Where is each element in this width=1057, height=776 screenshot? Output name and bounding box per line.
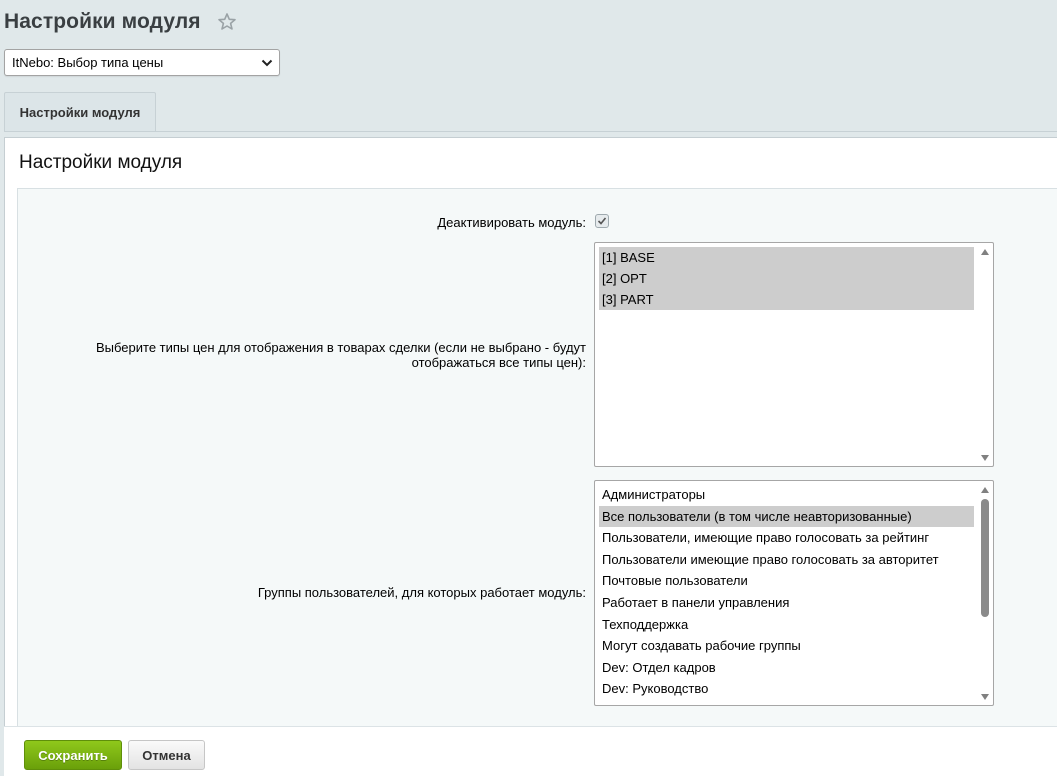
list-item[interactable]: Dev: Отдел кадров (602, 660, 716, 675)
star-icon[interactable] (217, 12, 237, 32)
list-item[interactable]: Почтовые пользователи (602, 573, 748, 588)
price-types-listbox[interactable] (594, 242, 994, 467)
list-item[interactable]: [1] BASE (599, 247, 974, 268)
list-item[interactable]: Работает в панели управления (602, 595, 790, 610)
checkmark-icon (597, 216, 607, 226)
price-types-label: Выберите типы цен для отображения в товарах сделки (если не выбрано - будут отображаться все типы цен): (95, 340, 586, 370)
chevron-down-icon (255, 59, 279, 67)
tab-label: Настройки модуля (19, 105, 141, 120)
list-item[interactable]: [2] OPT (599, 268, 974, 289)
settings-panel (4, 137, 1057, 726)
page-header (4, 6, 237, 38)
list-item[interactable]: Пользователи имеющие право голосовать за авторитет (602, 552, 939, 567)
cancel-button[interactable]: Отмена (128, 740, 205, 770)
module-select[interactable] (4, 49, 280, 76)
tab-module-settings[interactable] (4, 92, 156, 132)
deactivate-label: Деактивировать модуль: (437, 215, 586, 230)
list-item[interactable]: Пользователи, имеющие право голосовать за рейтинг (602, 530, 930, 545)
scrollbar-thumb[interactable] (981, 499, 989, 617)
scroll-down-icon[interactable] (980, 454, 990, 462)
list-item[interactable]: Все пользователи (в том числе неавторизованные) (599, 506, 974, 527)
list-item[interactable]: Могут создавать рабочие группы (602, 638, 801, 653)
list-item[interactable]: Администраторы (602, 487, 706, 502)
panel-title: Настройки модуля (19, 152, 183, 173)
scroll-down-icon[interactable] (980, 693, 990, 701)
list-item[interactable]: Техподдержка (602, 617, 689, 632)
tabs-divider (4, 131, 1057, 132)
list-item[interactable]: Dev: Руководство (602, 681, 709, 696)
deactivate-checkbox[interactable] (595, 214, 609, 228)
user-groups-listbox[interactable] (594, 480, 994, 706)
save-button[interactable]: Сохранить (24, 740, 122, 770)
form-footer (4, 726, 1057, 776)
module-select-value: ItNebo: Выбор типа цены (12, 55, 164, 70)
scroll-up-icon[interactable] (980, 248, 990, 256)
page-title: Настройки модуля (4, 10, 201, 33)
settings-form (17, 188, 1057, 726)
scroll-up-icon[interactable] (980, 486, 990, 494)
user-groups-label: Группы пользователей, для которых работает модуль: (257, 585, 586, 600)
list-item[interactable]: [3] PART (599, 289, 974, 310)
